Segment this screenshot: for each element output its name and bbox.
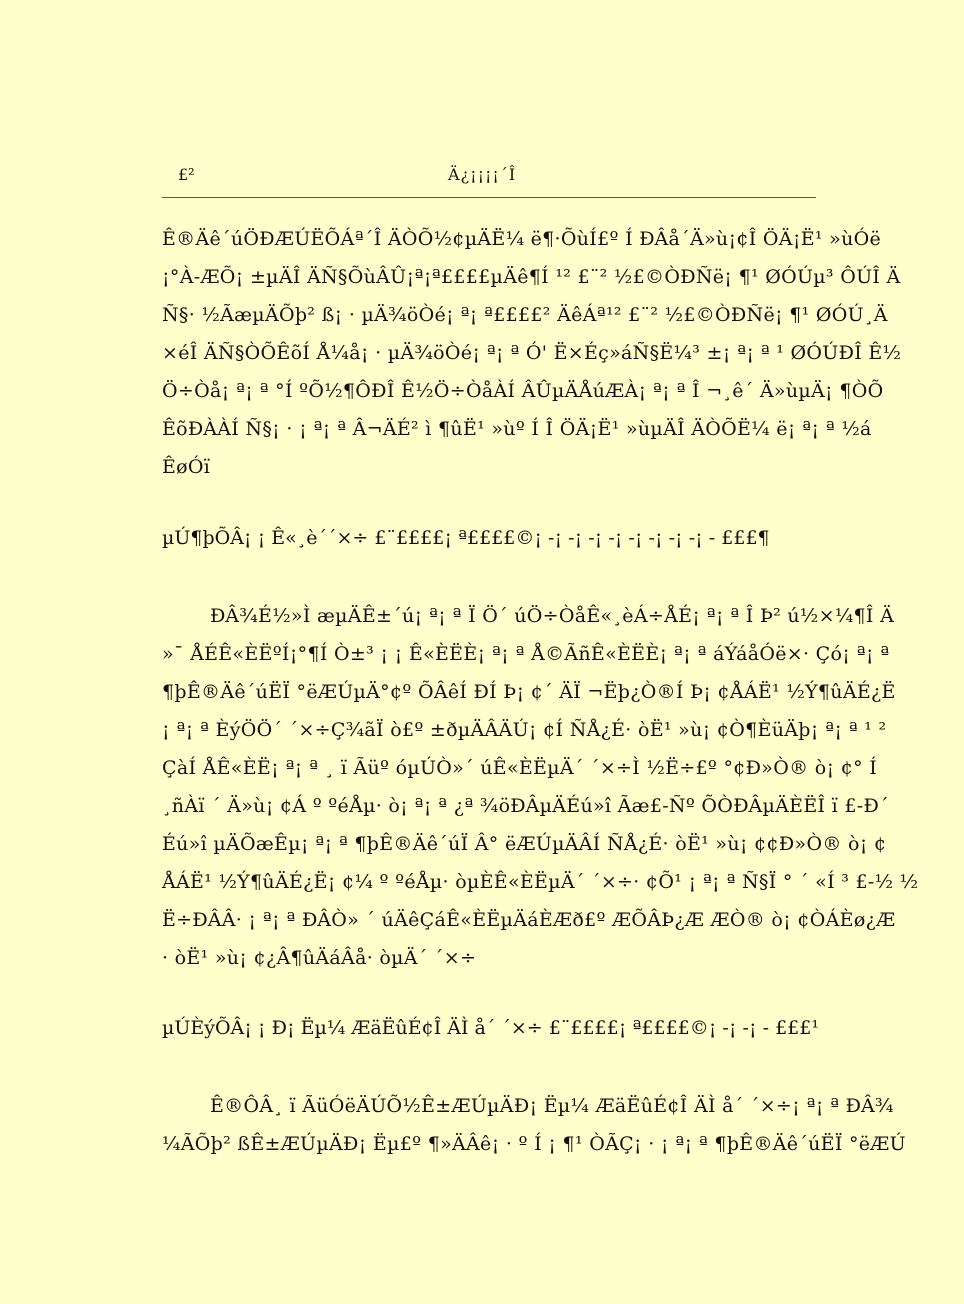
page-header (162, 165, 816, 189)
chapter-heading-three: µÚÈýÕÂ¡ ¡ Ð¡ Ëµ¼ ÆäËûÉ¢Î ÄÌ å´ ´×÷ £¨££££¡ ª££££©¡ -¡ -¡ - £££¹ (162, 1017, 819, 1039)
text-line: ÊõÐÀÀÍ Ñ§¡ · ¡ ª¡ ª Â¬ÄÉ² ì ¶ûË¹ »ùº Í Î ÖÄ¡Ë¹ »ùµÄÎ ÄÒÕË¼ ë¡ ª¡ ª ½á (162, 418, 872, 440)
text-line: · òË¹ »ù¡ ¢¿Â¶ûÄáÂå· òµÄ´ ´×÷ (162, 947, 477, 969)
text-line: Ñ§· ½ÃæµÄÕþ² ß¡ · µÄ¾öÒé¡ ª¡ ª££££² ÄêÁª¹² £¨² ½£©ÒÐÑë¡ ¶¹ ØÓÚ¸Ä (162, 304, 888, 326)
text-line: Ê®Äê´úÖÐÆÚËÕÁª´Î ÄÒÕ½¢µÄË¼ ë¶·ÕùÍ£º Í ÐÂå´Ä»ù¡¢Î ÖÄ¡Ë¹ »ùÓë (162, 228, 882, 250)
page-number: £² (178, 165, 195, 184)
text-line: Éú»î µÄÕæÊµ¡ ª¡ ª ¶þÊ®Äê´úÏ Â° ëÆÚµÄÂÍ ÑÅ¿É· òË¹ »ù¡ ¢¢Ð»Ò® ò¡ ¢ (162, 833, 887, 855)
text-line: ¡°À-ÆÕ¡ ±µÄÎ ÄÑ§ÕùÂÛ¡ª¡ª££££µÄê¶Í ¹² £¨² ½£©ÒÐÑë¡ ¶¹ ØÓÚµ³ ÔÚÎ Ä (162, 266, 901, 288)
text-line: Ë÷ÐÂÂ· ¡ ª¡ ª ÐÂÒ» ´ úÄêÇáÊ«ÈËµÄáÈÆð£º ÆÕÂÞ¿Æ ÆÒ® ò¡ ¢ÒÁÈø¿Æ (162, 909, 896, 931)
text-line: ÊøÓï (162, 456, 211, 478)
paragraph-chapter-one-contents (162, 220, 902, 486)
text-line: »¯ ÅÉÊ«ÈËºÍ¡°¶Í Ò±³ ¡ ¡ Ê«ÈËÈ¡ ª¡ ª Å©ÃñÊ«ÈËÈ¡ ª¡ ª áÝáåÓë×· Çó¡ ª¡ ª (162, 643, 890, 665)
text-line: Ö÷Òå¡ ª¡ ª °Í ºÕ½¶ÔÐÎ Ê½Ö÷ÒåÀÍ ÂÛµÄÅúÆÀ¡ ª¡ ª Î ¬¸ê´ Ä»ùµÄ¡ ¶ÒÕ (162, 380, 884, 402)
header-rule (162, 197, 816, 198)
text-line: ÐÂ¾É½»Ì æµÄÊ±´ú¡ ª¡ ª Ï Ö´ úÖ÷ÒåÊ«¸èÁ÷ÅÉ¡ ª¡ ª Î Þ² ú½×¼¶Î Ä (210, 605, 895, 627)
text-line: ¸ñÀï ´ Ä»ù¡ ¢Á º ºéÅµ· ò¡ ª¡ ª ¿ª ¾öÐÂµÄÉú»î Ãæ£-Ñº ÕÒÐÂµÄÈËÎ ï £-Ð´ (162, 795, 889, 817)
text-line: ¶þÊ®Äê´úËÏ °ëÆÚµÄ°¢º ÕÂêÍ ÐÍ Þ¡ ¢´ ÄÏ ¬Ëþ¿Ò®Í Þ¡ ¢ÅÁË¹ ½Ý¶ûÄÉ¿Ë (162, 681, 896, 703)
text-line: ÇàÍ ÅÊ«ÈË¡ ª¡ ª ¸ ï Ãüº óµÚÒ»´ úÊ«ÈËµÄ´ ´×÷Ì ½Ë÷£º °¢Ð»Ò® ò¡ ¢° Í (162, 757, 878, 779)
chapter-heading-two: µÚ¶þÕÂ¡ ¡ Ê«¸è´´×÷ £¨££££¡ ª££££©¡ -¡ -¡ -¡ -¡ -¡ -¡ -¡ -¡ - £££¶ (162, 527, 770, 549)
text-line: ¼ÃÕþ² ßÊ±ÆÚµÄÐ¡ Ëµ£º ¶»ÄÂê¡ · º Í ¡ ¶¹ ÒÃÇ¡ · ¡ ª¡ ª ¶þÊ®Äê´úËÏ °ëÆÚ (162, 1133, 906, 1155)
text-line: ×éÎ ÄÑ§ÒÕÊõÍ Å¼å¡ · µÄ¾öÒé¡ ª¡ ª Ó' Ë×Éç»áÑ§Ë¼³ ±¡ ª¡ ª ¹ ØÓÚÐÎ Ê½ (162, 342, 902, 364)
text-line: ÅÁË¹ ½Ý¶ûÄÉ¿Ë¡ ¢¼ º ºéÅµ· òµÈÊ«ÈËµÄ´ ´×÷· ¢Õ¹ ¡ ª¡ ª Ñ§Ï ° ´ «Í ³ £-½ ½ (162, 871, 919, 893)
text-line: Ê®ÔÂ¸ ï ÃüÓëÄÚÕ½Ê±ÆÚµÄÐ¡ Ëµ¼ ÆäËûÉ¢Î ÄÌ å´ ´×÷¡ ª¡ ª ÐÂ¾ (210, 1095, 894, 1117)
paragraph-chapter-two-contents (162, 597, 919, 977)
running-title: Ä¿¡¡¡¡´Î (448, 165, 517, 184)
paragraph-chapter-three-contents (162, 1087, 906, 1163)
text-line: ¡ ª¡ ª ÈýÖÖ´ ´×÷Ç¾ãÏ ò£º ±ðµÄÂÄÚ¡ ¢Í ÑÅ¿É· òË¹ »ù¡ ¢Ò¶ÈüÄþ¡ ª¡ ª ¹ ² (162, 719, 887, 741)
